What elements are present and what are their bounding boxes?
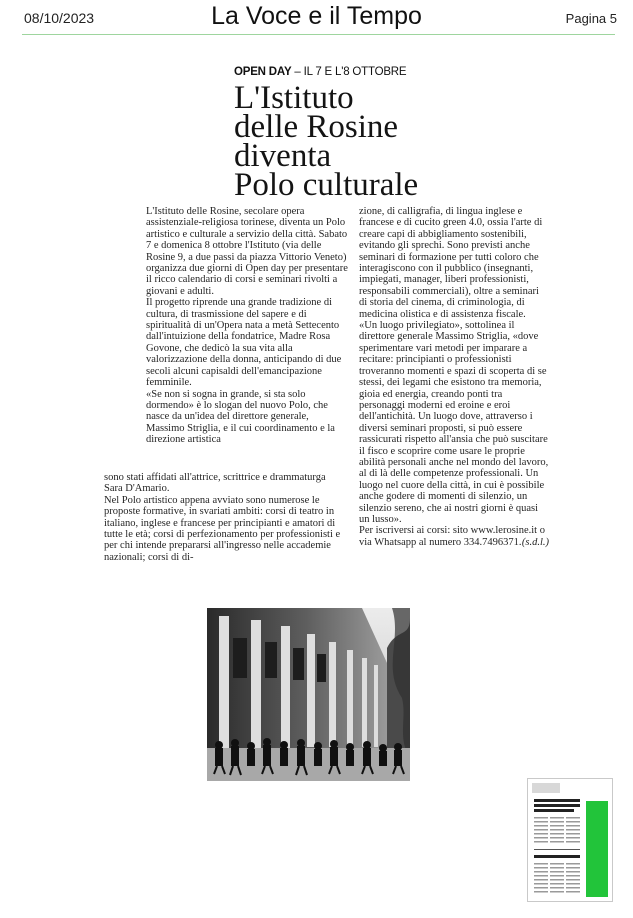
author-signature: (s.d.l.) [521, 536, 549, 548]
body-paragraph: «Se non si sogna in grande, si sta solo dormendo» è lo slogan del nuovo Polo, che nasce da un'idea del direttore generale, Massimo Striglia, e il cui coordinamento e la direzione artistica [146, 388, 335, 446]
headline-line: diventa [234, 138, 332, 174]
contact-info: Per iscriversi ai corsi: sito www.lerosine.it o via Whatsapp al numero 334.7496371. [359, 525, 545, 548]
body-paragraph: L'Istituto delle Rosine, secolare opera assistenziale-religiosa torinese, diventa un Polo artistico e culturale a servizio della città. Sabato 7 e domenica 8 ottobre l'Istituto (via delle Rosine 9, a due passi da piazza Vittorio Veneto) organizza due giorni di Open day per presentare il ricco calendario di corsi e seminari rivolti a giovani e adulti. [146, 206, 348, 297]
article-column-2 [359, 206, 549, 548]
article-kicker [234, 66, 406, 78]
body-paragraph: sono stati affidati all'attrice, scrittrice e drammaturga Sara D'Amario. [104, 472, 326, 495]
header-divider [22, 34, 615, 35]
thumbnail-page-preview [528, 779, 612, 901]
photo-building-students [207, 608, 410, 781]
article-photo [207, 608, 410, 781]
headline-line: L'Istituto [234, 80, 354, 116]
article-column-3 [104, 472, 342, 563]
kicker-rest: – IL 7 E L'8 OTTOBRE [291, 66, 407, 78]
kicker-bold: OPEN DAY [234, 66, 292, 78]
headline-line: Polo culturale [234, 167, 419, 203]
body-paragraph: «Un luogo privilegiato», sottolinea il direttore generale Massimo Striglia, «dove sperimentare vari metodi per imparare a recitare: principianti o professionisti troveranno momenti e spazi di scoperta di se stessi, dei legami che esistono tra memoria, gioia ed energia, creando ponti tra personaggi moderni ed eroine e eroi dell'antichità. Un luogo dove, attraverso i diversi seminari proposti, si può essere rassicurati rispetto all'ansia che può suscitare il fisco e scoprire come usare le proprie abilità personali anche nel mondo del lavoro, al di là delle competenze professionali. Un luogo nel cuore della città, in cui è possibile anche godere di momenti di silenzio, un silenzio sereno, che ai nostri giorni è quasi un lusso». [359, 320, 549, 525]
page-number: Pagina 5 [565, 11, 617, 26]
body-paragraph: Il progetto riprende una grande tradizione di cultura, di trasmissione del sapere e di spiritualità di un'Opera nata a metà Settecento dall'intuizione della fondatrice, Madre Rosa Govone, che dedicò la sua vita alla valorizzazione della donna, anticipando di due secoli alcuni capisaldi dell'emancipazione femminile. [146, 297, 342, 389]
article-headline [234, 80, 434, 203]
body-paragraph [359, 525, 549, 548]
body-paragraph: zione, di calligrafia, di lingua inglese e francese e di cucito green 4.0, ossia l'arte di creare capi di abbigliamento sostenibili, evitando gli sprechi. Sono previsti anche seminari di formazione per tutti coloro che interagiscono con il pubblico (insegnanti, impiegati, manager, liberi professionisti, responsabili commerciali), oltre a seminari di storia del cinema, di criminologia, di medicina olistica e di assistenza fiscale. [359, 206, 543, 320]
article-column-1 [146, 206, 349, 446]
body-paragraph: Nel Polo artistico appena avviato sono numerose le proposte formative, in svariati ambiti: corsi di teatro in italiano, inglese e francese per principianti e amatori di tutte le età; corsi di perfezionamento per professionisti e per chi intende prepararsi all'ingresso nelle accademie nazionali; corsi di di- [104, 494, 341, 563]
headline-line: delle Rosine [234, 109, 399, 145]
page-thumbnail [527, 778, 613, 902]
publication-title: La Voce e il Tempo [211, 2, 422, 30]
header-date: 08/10/2023 [24, 10, 95, 26]
